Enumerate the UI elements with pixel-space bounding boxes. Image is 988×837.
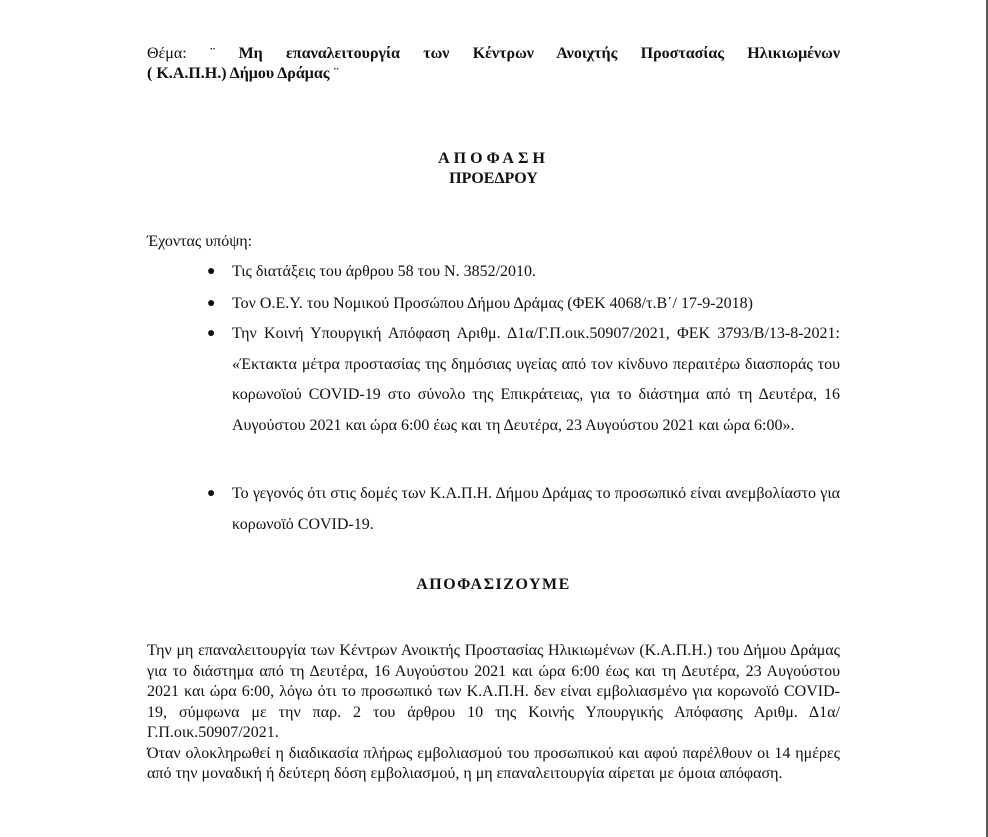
decision-title-line-1: ΑΠΟΦΑΣΗ: [438, 150, 549, 167]
considering-label: Έχοντας υπόψη:: [147, 233, 253, 250]
bullet-icon: ●: [207, 486, 216, 501]
decision-body: [147, 641, 840, 785]
decision-title: [147, 149, 840, 189]
bullet-icon: ●: [207, 296, 216, 311]
subject-block: [147, 44, 840, 84]
list-item-text: Τον Ο.Ε.Υ. του Νομικού Προσώπου Δήμου Δράμας (ΦΕΚ 4068/τ.Β΄/ 17-9-2018): [232, 295, 753, 312]
list-item: [202, 294, 840, 314]
subject-open-quote: ¨: [209, 45, 216, 62]
decision-paragraph-1: Την μη επαναλειτουργία των Κέντρων Ανοικτής Προστασίας Ηλικιωμένων (Κ.Α.Π.Η.) του Δήμου Δράμας για το διάστημα από τη Δευτέρα, 16 Αυγούστου 2021 και ώρα 6:00 έως και τη Δευτέρα, 23 Αυγούστου 2021 και ώρα 6:00, λόγω ότι το προσωπικό των Κ.Α.Π.Η. δεν είναι εμβολιασμένο για κορωνοϊό COVID-19, σύμφωνα με την παρ. 2 του άρθρου 10 της Κοινής Υπουργικής Απόφασης Αριθμ. Δ1α/Γ.Π.οικ.50907/2021.: [147, 642, 840, 741]
subject-title-line-1: Μη επαναλειτουργία των Κέντρων Ανοιχτής Προστασίας Ηλικιωμένων: [238, 45, 840, 62]
list-item: [202, 319, 840, 441]
subject-close-quote: ¨: [333, 65, 339, 82]
subject-label: Θέμα:: [147, 45, 187, 62]
subject-line-1: [147, 44, 840, 64]
list-item-text: Την Κοινή Υπουργική Απόφαση Αριθμ. Δ1α/Γ.Π.οικ.50907/2021, ΦΕΚ 3793/Β/13-8-2021: «Έκτακτα μέτρα προστασίας της δημόσιας υγείας από τον κίνδυνο περαιτέρω διασποράς του κορωνοϊού COVID-19 στο σύνολο της Επικράτειας, για το διάστημα από τη Δευτέρα, 16 Αυγούστου 2021 και ώρα 6:00 έως και τη Δευτέρα, 23 Αυγούστου 2021 και ώρα 6:00».: [232, 325, 840, 434]
decide-heading: ΑΠΟΦΑΣΙΖΟΥΜΕ: [416, 576, 571, 593]
list-item: [202, 479, 840, 540]
subject-title-line-2: ( Κ.Α.Π.Η.) Δήμου Δράμας: [147, 65, 330, 82]
decision-paragraph-2: Όταν ολοκληρωθεί η διαδικασία πλήρως εμβολιασμού του προσωπικού και αφού παρέλθουν οι 14 ημέρες από την μοναδική ή δεύτερη δόση εμβολιασμού, η μη επαναλειτουργία αίρεται με όμοια απόφαση.: [147, 744, 840, 782]
list-item-text: Τις διατάξεις του άρθρου 58 του Ν. 3852/2010.: [232, 263, 537, 280]
bullet-icon: ●: [207, 326, 216, 341]
list-item: [202, 262, 840, 282]
list-item-text: Το γεγονός ότι στις δομές των Κ.Α.Π.Η. Δήμου Δράμας το προσωπικό είναι ανεμβολίαστο για κορωνοϊό COVID-19.: [232, 485, 840, 533]
decision-title-line-2: ΠΡΟΕΔΡΟΥ: [449, 170, 538, 187]
bullet-icon: ●: [207, 264, 216, 279]
